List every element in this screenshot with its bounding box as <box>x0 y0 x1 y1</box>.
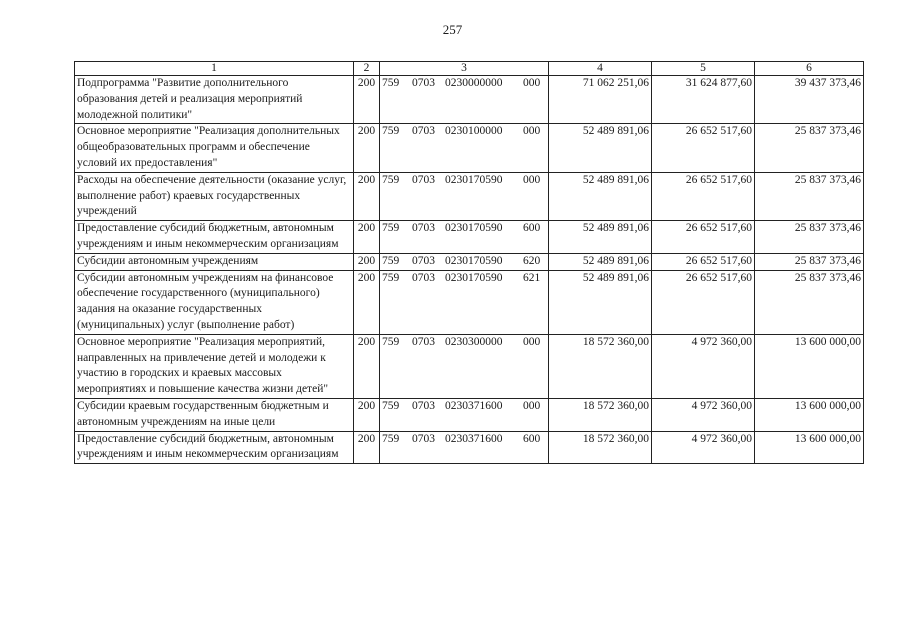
table-row <box>75 172 864 220</box>
row-col2: 200 <box>354 398 380 431</box>
row-value-4: 18 572 360,00 <box>549 334 652 398</box>
row-code <box>380 431 549 464</box>
page-number: 257 <box>442 22 463 37</box>
row-value-5: 26 652 517,60 <box>652 253 755 270</box>
column-header-6: 6 <box>755 62 864 76</box>
row-value-4: 18 572 360,00 <box>549 431 652 464</box>
column-header-3: 3 <box>380 62 549 76</box>
row-name: Предоставление субсидий бюджетным, автономным учреждениям и иным некоммерческим организациям <box>75 431 354 464</box>
code-part-k2: 0703 <box>412 125 435 138</box>
row-name: Предоставление субсидий бюджетным, автономным учреждениям и иным некоммерческим организациям <box>75 221 354 254</box>
row-value-4: 52 489 891,06 <box>549 221 652 254</box>
code-part-k3: 0230371600 <box>445 432 503 445</box>
code-part-k2: 0703 <box>412 271 435 284</box>
row-value-6: 39 437 373,46 <box>755 76 864 124</box>
table-row <box>75 270 864 334</box>
row-name: Субсидии краевым государственным бюджетным и автономным учреждениям на иные цели <box>75 398 354 431</box>
budget-table <box>74 61 864 464</box>
row-col2: 200 <box>354 124 380 172</box>
code-part-k1: 759 <box>382 432 400 445</box>
row-value-5: 4 972 360,00 <box>652 398 755 431</box>
code-part-k1: 759 <box>382 254 400 267</box>
row-value-5: 4 972 360,00 <box>652 431 755 464</box>
row-value-4: 52 489 891,06 <box>549 172 652 220</box>
code-part-k3: 0230371600 <box>445 399 503 412</box>
row-col2: 200 <box>354 334 380 398</box>
column-header-5: 5 <box>652 62 755 76</box>
row-value-4: 52 489 891,06 <box>549 253 652 270</box>
row-value-4: 71 062 251,06 <box>549 76 652 124</box>
row-value-6: 13 600 000,00 <box>755 431 864 464</box>
row-value-6: 13 600 000,00 <box>755 334 864 398</box>
table-row <box>75 76 864 124</box>
code-part-k1: 759 <box>382 271 400 284</box>
code-part-k1: 759 <box>382 77 400 89</box>
row-value-5: 26 652 517,60 <box>652 124 755 172</box>
row-name: Субсидии автономным учреждениям на финансовое обеспечение государственного (муниципального) задания на оказание государственных (муниципальных) услуг (выполнение работ) <box>75 270 354 334</box>
row-code <box>380 172 549 220</box>
code-part-k4: 000 <box>523 173 541 186</box>
code-part-k2: 0703 <box>412 335 435 348</box>
row-value-5: 26 652 517,60 <box>652 172 755 220</box>
row-value-6: 25 837 373,46 <box>755 270 864 334</box>
code-part-k2: 0703 <box>412 254 435 267</box>
row-name: Расходы на обеспечение деятельности (оказание услуг, выполнение работ) краевых государственных учреждений <box>75 172 354 220</box>
row-name: Подпрограмма "Развитие дополнительного образования детей и реализация мероприятий молодежной политики" <box>75 76 354 124</box>
code-part-k4: 600 <box>523 222 541 235</box>
row-code <box>380 253 549 270</box>
code-part-k4: 621 <box>523 271 541 284</box>
code-part-k2: 0703 <box>412 77 435 89</box>
row-name: Основное мероприятие "Реализация мероприятий, направленных на привлечение детей и молодежи к участию в городских и краевых массовых мероприятиях и повышение качества жизни детей" <box>75 334 354 398</box>
code-part-k3: 0230300000 <box>445 335 503 348</box>
code-part-k3: 0230170590 <box>445 271 503 284</box>
table-row <box>75 221 864 254</box>
table-row <box>75 431 864 464</box>
code-part-k4: 000 <box>523 335 541 348</box>
code-part-k3: 0230170590 <box>445 173 503 186</box>
row-value-4: 18 572 360,00 <box>549 398 652 431</box>
row-value-4: 52 489 891,06 <box>549 270 652 334</box>
row-code <box>380 270 549 334</box>
row-col2: 200 <box>354 76 380 124</box>
row-code <box>380 221 549 254</box>
row-value-6: 25 837 373,46 <box>755 253 864 270</box>
code-part-k3: 0230170590 <box>445 254 503 267</box>
code-part-k1: 759 <box>382 399 400 412</box>
row-name: Субсидии автономным учреждениям <box>75 253 354 270</box>
column-header-4: 4 <box>549 62 652 76</box>
table-body <box>75 76 864 464</box>
row-value-4: 52 489 891,06 <box>549 124 652 172</box>
code-part-k2: 0703 <box>412 432 435 445</box>
code-part-k3: 0230170590 <box>445 222 503 235</box>
column-header-1: 1 <box>75 62 354 76</box>
table-row <box>75 124 864 172</box>
row-code <box>380 76 549 124</box>
table-row <box>75 253 864 270</box>
row-code <box>380 398 549 431</box>
table-header-row <box>75 62 864 76</box>
row-value-6: 25 837 373,46 <box>755 172 864 220</box>
row-code <box>380 334 549 398</box>
code-part-k3: 0230100000 <box>445 125 503 138</box>
code-part-k1: 759 <box>382 335 400 348</box>
table-row <box>75 398 864 431</box>
code-part-k2: 0703 <box>412 222 435 235</box>
code-part-k3: 0230000000 <box>445 77 503 89</box>
row-value-6: 25 837 373,46 <box>755 221 864 254</box>
row-col2: 200 <box>354 253 380 270</box>
row-col2: 200 <box>354 431 380 464</box>
code-part-k1: 759 <box>382 222 400 235</box>
row-col2: 200 <box>354 221 380 254</box>
row-name: Основное мероприятие "Реализация дополнительных общеобразовательных программ и обеспечение условий их предоставления" <box>75 124 354 172</box>
row-value-5: 4 972 360,00 <box>652 334 755 398</box>
code-part-k4: 600 <box>523 432 541 445</box>
row-col2: 200 <box>354 270 380 334</box>
row-code <box>380 124 549 172</box>
row-value-5: 26 652 517,60 <box>652 221 755 254</box>
code-part-k1: 759 <box>382 173 400 186</box>
code-part-k4: 000 <box>523 125 541 138</box>
table-row <box>75 334 864 398</box>
column-header-2: 2 <box>354 62 380 76</box>
code-part-k4: 620 <box>523 254 541 267</box>
row-value-6: 25 837 373,46 <box>755 124 864 172</box>
row-value-5: 31 624 877,60 <box>652 76 755 124</box>
code-part-k2: 0703 <box>412 173 435 186</box>
code-part-k4: 000 <box>523 399 541 412</box>
row-value-5: 26 652 517,60 <box>652 270 755 334</box>
row-value-6: 13 600 000,00 <box>755 398 864 431</box>
code-part-k1: 759 <box>382 125 400 138</box>
row-col2: 200 <box>354 172 380 220</box>
code-part-k2: 0703 <box>412 399 435 412</box>
code-part-k4: 000 <box>523 77 541 89</box>
